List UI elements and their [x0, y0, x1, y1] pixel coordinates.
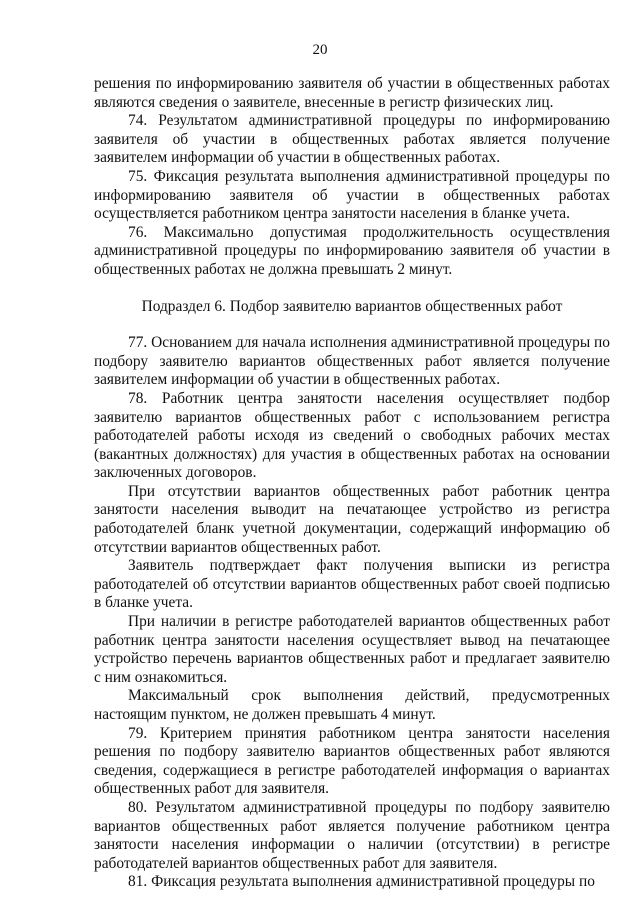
paragraph-80: 80. Результатом административной процедуры по подбору заявителю вариантов общественных работ является получение работником центра занятости населения информации о наличии (отсутствии) в регистре работодателей вариантов общественных работ для заявителя. — [94, 798, 610, 872]
subsection-heading: Подраздел 6. Подбор заявителю вариантов общественных работ — [141, 297, 563, 315]
paragraph-78-max-time: Максимальный срок выполнения действий, предусмотренных настоящим пунктом, не должен превышать 4 минут. — [94, 687, 610, 723]
paragraph-75: 75. Фиксация результата выполнения административной процедуры по информированию заявителя об участии в общественных работах осуществляется работником центра занятости населения в бланке учета. — [94, 167, 610, 223]
paragraph-79: 79. Критерием принятия работником центра занятости населения решения по подбору заявителю вариантов общественных работ являются сведения, содержащиеся в регистре работодателей информация о вариантах общественных работ для заявителя. — [94, 724, 610, 798]
document-body — [94, 75, 610, 892]
paragraph-78: 78. Работник центра занятости населения осуществляет подбор заявителю вариантов общественных работ с использованием регистра работодателей работы исходя из сведений о свободных рабочих местах (вакантных должностях) для участия в общественных работах на основании заключенных договоров. — [94, 389, 610, 482]
paragraph-78-vacancies-available: При наличии в регистре работодателей вариантов общественных работ работник центра занятости населения осуществляет вывод на печатающее устройство перечень вариантов общественных работ и предлагает заявителю с ним ознакомиться. — [94, 613, 610, 686]
paragraph-76: 76. Максимально допустимая продолжительность осуществления административной процедуры по информированию заявителя об участии в общественных работах не должна превышать 2 минут. — [94, 223, 610, 278]
paragraph-74: 74. Результатом административной процедуры по информированию заявителя об участии в общественных работах является получение заявителем информации об участии в общественных работах. — [94, 112, 610, 167]
paragraph-continuation: решения по информированию заявителя об участии в общественных работах являются сведения о заявителе, внесенные в регистр физических лиц. — [94, 75, 610, 111]
paragraph-78-no-vacancies: При отсутствии вариантов общественных работ работник центра занятости населения выводит на печатающее устройство из регистра работодателей бланк учетной документации, содержащий информацию об отсутствии вариантов общественных работ. — [94, 482, 610, 556]
paragraph-78-signature: Заявитель подтверждает факт получения выписки из регистра работодателей об отсутствии вариантов общественных работ своей подписью в бланке учета. — [94, 557, 610, 612]
paragraph-81: 81. Фиксация результата выполнения административной процедуры по — [128, 873, 595, 891]
page-number: 20 — [312, 42, 328, 58]
paragraph-77: 77. Основанием для начала исполнения административной процедуры по подбору заявителю вариантов общественных работ является получение заявителем информации об участии в общественных работах. — [94, 334, 610, 389]
